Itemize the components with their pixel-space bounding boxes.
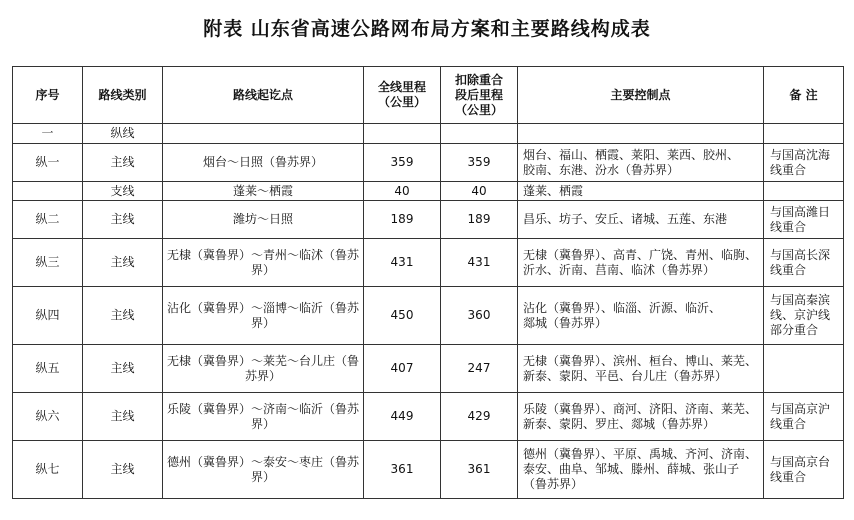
cell-length: 189 <box>364 201 441 239</box>
cell-category: 主线 <box>83 239 163 287</box>
cell-category: 主线 <box>83 393 163 441</box>
route-table <box>12 66 844 499</box>
cell-seq: 纵二 <box>13 201 83 239</box>
cell-category: 支线 <box>83 182 163 201</box>
section-seq: 一 <box>13 124 83 144</box>
remarks-line: 与国高沈海 <box>770 147 831 162</box>
remarks-line: 与国高京沪 <box>770 401 831 416</box>
cell-control-points <box>518 441 764 499</box>
control-points-line: 胶南、东港、汾水（鲁苏界） <box>523 162 680 177</box>
remarks-line: 线、京沪线 <box>770 308 831 322</box>
cell-length: 450 <box>364 287 441 345</box>
control-points-line: 乐陵（冀鲁界）、商河、济阳、济南、莱芜、 <box>523 401 758 416</box>
header-length-line1: 全线里程 <box>377 80 426 94</box>
control-points-line: 德州（冀鲁界）、平原、禹城、齐河、济南、 <box>523 447 758 461</box>
table-row <box>13 144 844 182</box>
table-row <box>13 393 844 441</box>
cell-net-length: 361 <box>441 441 518 499</box>
cell-net-length: 359 <box>441 144 518 182</box>
cell-net-length: 431 <box>441 239 518 287</box>
cell-category: 主线 <box>83 345 163 393</box>
remarks-line: 与国高京台 <box>770 454 831 469</box>
cell-endpoints: 德州（冀鲁界）～泰安～枣庄（鲁苏界） <box>163 441 364 499</box>
cell-category: 主线 <box>83 441 163 499</box>
table-row <box>13 239 844 287</box>
remarks-line: 部分重合 <box>770 323 819 337</box>
cell-remarks <box>764 201 844 239</box>
cell-remarks <box>764 239 844 287</box>
control-points-line: 泰安、曲阜、邹城、滕州、薛城、张山子 <box>523 462 740 476</box>
page-title: 附表 山东省高速公路网布局方案和主要路线构成表 <box>203 18 651 40</box>
cell-net-length: 360 <box>441 287 518 345</box>
cell-remarks <box>764 144 844 182</box>
remarks-line: 线重合 <box>770 469 807 484</box>
cell-endpoints: 潍坊～日照 <box>163 201 364 239</box>
cell-seq: 纵五 <box>13 345 83 393</box>
cell-length: 359 <box>364 144 441 182</box>
cell-endpoints: 烟台～日照（鲁苏界） <box>163 144 364 182</box>
cell-control-points <box>518 239 764 287</box>
cell-seq: 纵六 <box>13 393 83 441</box>
cell-seq: 纵三 <box>13 239 83 287</box>
header-seq: 序号 <box>13 67 83 124</box>
cell-control-points <box>518 201 764 239</box>
table-row <box>13 182 844 201</box>
remarks-line: 线重合 <box>770 262 807 277</box>
control-points-line: 新泰、蒙阴、平邑、台儿庄（鲁苏界） <box>523 368 728 383</box>
cell-length: 431 <box>364 239 441 287</box>
cell-remarks <box>764 287 844 345</box>
header-row <box>13 67 844 124</box>
control-points-line: 无棣（冀鲁界）、滨州、桓台、博山、莱芜、 <box>523 353 758 368</box>
cell-endpoints: 蓬莱～栖霞 <box>163 182 364 201</box>
control-points-line: 昌乐、坊子、安丘、诸城、五莲、东港 <box>523 212 728 226</box>
cell-endpoints: 乐陵（冀鲁界）～济南～临沂（鲁苏界） <box>163 393 364 441</box>
header-net-length-line3: （公里） <box>454 102 503 117</box>
control-points-line: （鲁苏界） <box>523 477 584 491</box>
control-points-line: 蓬莱、栖霞 <box>523 183 584 198</box>
cell-remarks <box>764 182 844 201</box>
cell-control-points <box>518 182 764 201</box>
header-category: 路线类别 <box>83 67 163 124</box>
cell-endpoints: 沾化（冀鲁界）～淄博～临沂（鲁苏界） <box>163 287 364 345</box>
control-points-line: 郯城（鲁苏界） <box>523 315 608 330</box>
remarks-line: 线重合 <box>770 219 807 234</box>
cell-seq: 纵一 <box>13 144 83 182</box>
header-endpoints: 路线起讫点 <box>163 67 364 124</box>
cell-net-length: 189 <box>441 201 518 239</box>
header-length <box>364 67 441 124</box>
table-row <box>13 201 844 239</box>
cell-control-points <box>518 345 764 393</box>
header-net-length-line2: 段后里程 <box>454 87 503 102</box>
section-row <box>13 124 844 144</box>
section-category: 纵线 <box>83 124 163 144</box>
cell-category: 主线 <box>83 144 163 182</box>
cell-net-length: 40 <box>441 182 518 201</box>
table-row <box>13 287 844 345</box>
cell-length: 449 <box>364 393 441 441</box>
control-points-line: 烟台、福山、栖霞、莱阳、莱西、胶州、 <box>523 147 740 162</box>
header-control-points: 主要控制点 <box>518 67 764 124</box>
control-points-line: 沂水、沂南、莒南、临沭（鲁苏界） <box>523 262 716 277</box>
cell-seq <box>13 182 83 201</box>
cell-remarks <box>764 345 844 393</box>
remarks-line: 线重合 <box>770 416 807 431</box>
cell-category: 主线 <box>83 287 163 345</box>
control-points-line: 新泰、蒙阴、罗庄、郯城（鲁苏界） <box>523 416 716 431</box>
cell-control-points <box>518 144 764 182</box>
table-row <box>13 345 844 393</box>
cell-control-points <box>518 287 764 345</box>
remarks-line: 与国高潍日 <box>770 204 831 219</box>
cell-control-points <box>518 393 764 441</box>
header-net-length-line1: 扣除重合 <box>454 72 503 87</box>
control-points-line: 沾化（冀鲁界）、临淄、沂源、临沂、 <box>523 300 722 315</box>
cell-endpoints: 无棣（冀鲁界）～青州～临沭（鲁苏界） <box>163 239 364 287</box>
cell-endpoints: 无棣（冀鲁界）～莱芜～台儿庄（鲁苏界） <box>163 345 364 393</box>
cell-remarks <box>764 441 844 499</box>
cell-length: 361 <box>364 441 441 499</box>
cell-net-length: 247 <box>441 345 518 393</box>
cell-seq: 纵四 <box>13 287 83 345</box>
remarks-line: 线重合 <box>770 162 807 177</box>
table-row <box>13 441 844 499</box>
control-points-line: 无棣（冀鲁界）、高青、广饶、青州、临朐、 <box>523 247 758 262</box>
cell-net-length: 429 <box>441 393 518 441</box>
remarks-line: 与国高秦滨 <box>770 293 831 307</box>
cell-length: 407 <box>364 345 441 393</box>
cell-remarks <box>764 393 844 441</box>
header-length-line2: （公里） <box>377 95 426 109</box>
cell-seq: 纵七 <box>13 441 83 499</box>
header-net-length <box>441 67 518 124</box>
cell-category: 主线 <box>83 201 163 239</box>
cell-length: 40 <box>364 182 441 201</box>
header-remarks: 备 注 <box>764 67 844 124</box>
remarks-line: 与国高长深 <box>770 247 831 262</box>
